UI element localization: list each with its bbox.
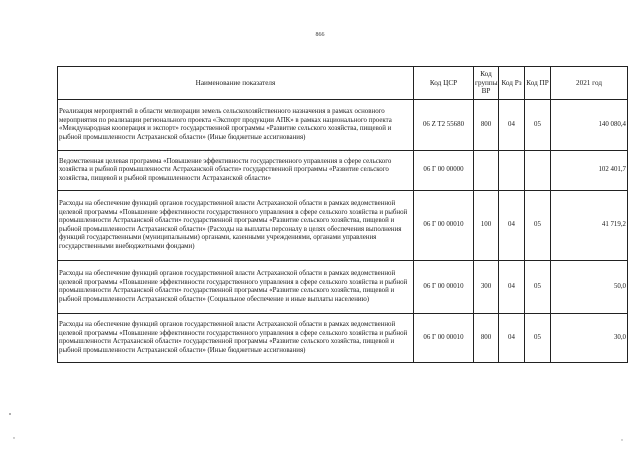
table-row <box>58 314 628 363</box>
row-rz: 04 <box>499 261 525 314</box>
row-amount: 50,0 <box>551 261 628 314</box>
row-csr: 06 Z T2 55680 <box>414 100 474 151</box>
row-vr: 800 <box>474 314 499 363</box>
row-amount: 41 719,2 <box>551 191 628 261</box>
row-rz: 04 <box>499 100 525 151</box>
table-header <box>58 67 628 100</box>
row-vr <box>474 151 499 191</box>
header-csr: Код ЦСР <box>414 67 474 100</box>
row-amount: 30,0 <box>551 314 628 363</box>
row-rz: 04 <box>499 314 525 363</box>
row-pr: 05 <box>525 191 551 261</box>
row-pr: 05 <box>525 261 551 314</box>
row-vr: 800 <box>474 100 499 151</box>
row-csr: 06 Г 00 00000 <box>414 151 474 191</box>
row-rz: 04 <box>499 191 525 261</box>
table-row <box>58 261 628 314</box>
row-rz <box>499 151 525 191</box>
header-pr: Код ПР <box>525 67 551 100</box>
row-vr: 300 <box>474 261 499 314</box>
row-amount: 102 401,7 <box>551 151 628 191</box>
row-csr: 06 Г 00 00010 <box>414 314 474 363</box>
page-number: 866 <box>315 32 325 38</box>
budget-table <box>57 66 628 363</box>
row-vr: 100 <box>474 191 499 261</box>
row-name: Расходы на обеспечение функций органов государственной власти Астраханской области в рамках ведомственной целевой программы «Повышение эффективности государственного управления в сфере сельского хозяйства и рыбной промышленности Астраханской области» государственной программы «Развитие сельского хозяйства, пищевой и рыбной промышленности Астраханской области» (Расходы на выплаты персоналу в целях обеспечения выполнения функций государственными (муниципальными) органами, казенными учреждениями, органами управления государственными внебюджетными фондами) <box>58 191 414 261</box>
header-vr: Код группы ВР <box>474 67 499 100</box>
row-name: Ведомственная целевая программа «Повышение эффективности государственного управления в сфере сельского хозяйства и рыбной промышленности Астраханской области» государственной программы «Развитие сельского хозяйства, пищевой и рыбной промышленности Астраханской области» <box>58 151 414 191</box>
row-name: Расходы на обеспечение функций органов государственной власти Астраханской области в рамках ведомственной целевой программы «Повышение эффективности государственного управления в сфере сельского хозяйства и рыбной промышленности Астраханской области» государственной программы «Развитие сельского хозяйства, пищевой и рыбной промышленности Астраханской области» (Иные бюджетные ассигнования) <box>58 314 414 363</box>
row-name: Реализация мероприятий в области мелиорации земель сельскохозяйственного назначения в рамках основного мероприятия по реализации регионального проекта «Экспорт продукции АПК» в рамках национального проекта «Международная кооперация и экспорт» государственной программы «Развитие сельского хозяйства, пищевой и рыбной промышленности Астраханской области» (Иные бюджетные ассигнования) <box>58 100 414 151</box>
row-csr: 06 Г 00 00010 <box>414 261 474 314</box>
header-name: Наименование показателя <box>58 67 414 100</box>
row-name: Расходы на обеспечение функций органов государственной власти Астраханской области в рамках ведомственной целевой программы «Повышение эффективности государственного управления в сфере сельского хозяйства и рыбной промышленности Астраханской области» государственной программы «Развитие сельского хозяйства, пищевой и рыбной промышленности Астраханской области» (Социальное обеспечение и иные выплаты населению) <box>58 261 414 314</box>
row-pr: 05 <box>525 314 551 363</box>
table-row <box>58 151 628 191</box>
header-year: 2021 год <box>551 67 628 100</box>
table-row <box>58 100 628 151</box>
row-pr: 05 <box>525 100 551 151</box>
row-pr <box>525 151 551 191</box>
row-csr: 06 Г 00 00010 <box>414 191 474 261</box>
row-amount: 140 080,4 <box>551 100 628 151</box>
header-rz: Код Рз <box>499 67 525 100</box>
table-row <box>58 191 628 261</box>
